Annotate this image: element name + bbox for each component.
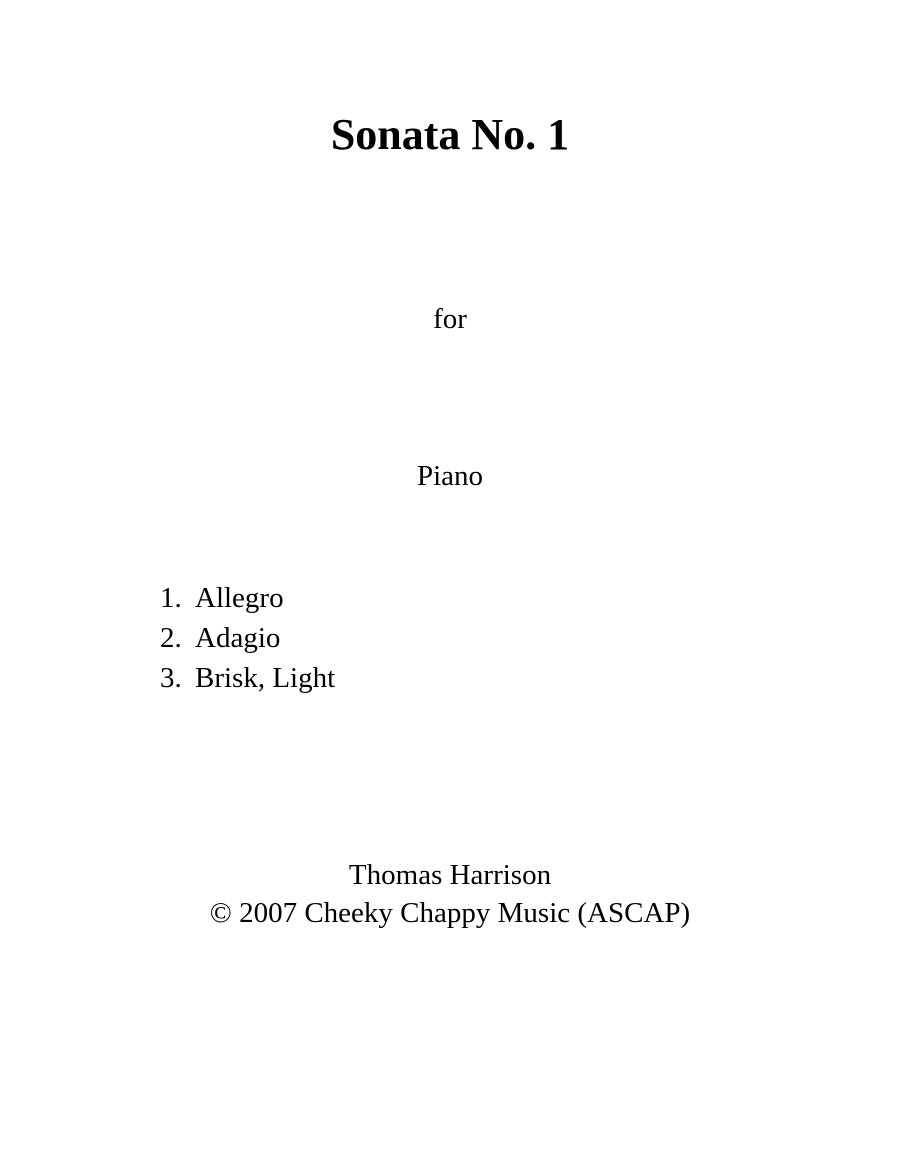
movement-item	[160, 578, 335, 618]
page-title: Sonata No. 1	[330, 110, 570, 159]
credits-block	[0, 856, 900, 932]
copyright-notice: © 2007 Cheeky Chappy Music (ASCAP)	[209, 897, 691, 929]
for-label: for	[433, 303, 467, 335]
movement-number: 2.	[160, 622, 182, 654]
movement-name: Allegro	[195, 582, 284, 614]
movement-item	[160, 618, 335, 658]
movement-name: Adagio	[195, 622, 281, 654]
instrument-label: Piano	[416, 460, 484, 492]
composer-name: Thomas Harrison	[348, 859, 552, 891]
movement-number: 1.	[160, 582, 182, 614]
movement-list	[160, 578, 335, 698]
movement-item	[160, 658, 335, 698]
movement-name: Brisk, Light	[195, 662, 336, 694]
movement-number: 3.	[160, 662, 182, 694]
